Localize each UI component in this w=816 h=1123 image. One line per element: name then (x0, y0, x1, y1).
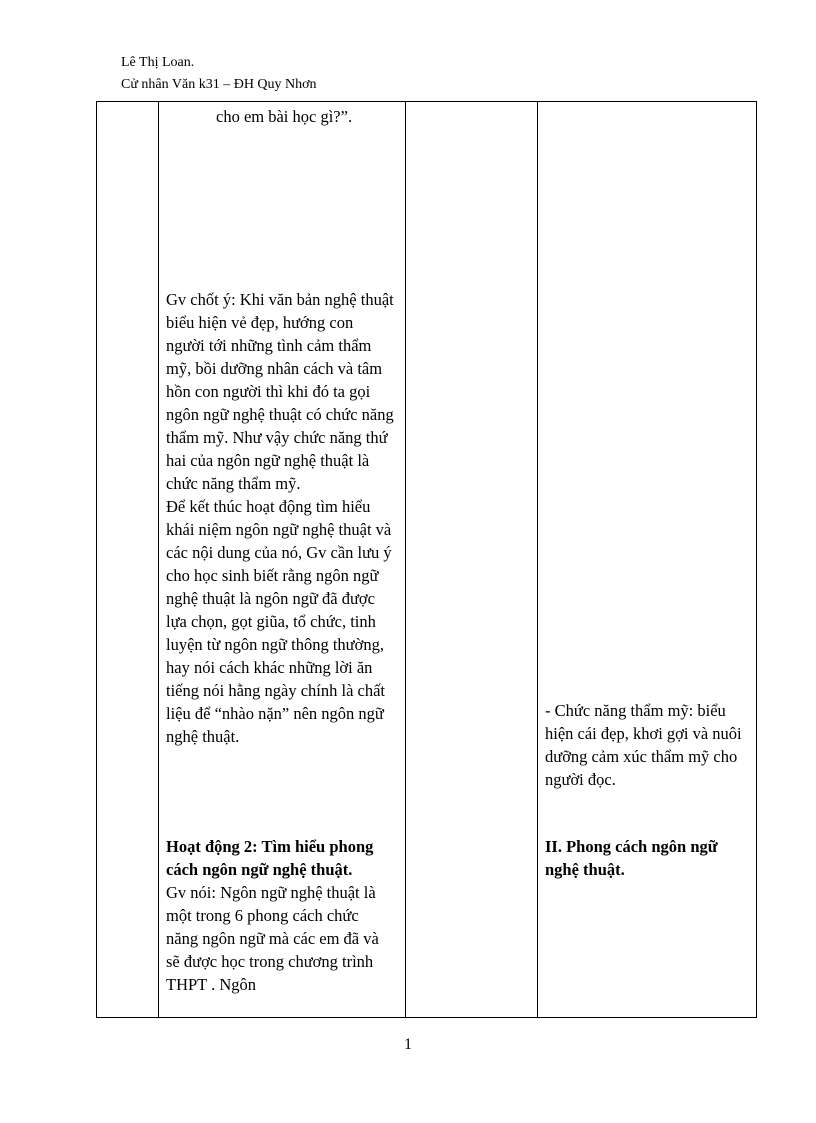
col-empty-3 (406, 102, 538, 1018)
closing-note: Để kết thúc hoạt động tìm hiểu khái niệm ngôn ngữ nghệ thuật và các nội dung của nó, Gv cần lưu ý cho học sinh biết rằng ngôn ngữ nghệ thuật là ngôn ngữ đã được lựa chọn, gọt giũa, tổ chức, tinh luyện từ ngôn ngữ thông thường, hay nói cách khác những lời ăn tiếng nói hằng ngày chính là chất liệu để “nhào nặn” nên ngôn ngữ nghệ thuật. (166, 497, 392, 746)
col-empty-1 (97, 102, 159, 1018)
question-line: cho em bài học gì?”. (216, 107, 353, 126)
col-content (538, 102, 757, 1018)
teacher-conclusion: Gv chốt ý: Khi văn bản nghệ thuật biểu hiện vẻ đẹp, hướng con người tới những tình cảm thẩm mỹ, bồi dưỡng nhân cách và tâm hồn con người thì khi đó ta gọi ngôn ngữ nghệ thuật có chức năng thẩm mỹ. Như vậy chức năng thứ hai của ngôn ngữ nghệ thuật là chức năng thẩm mỹ. (166, 290, 394, 493)
table-row (97, 102, 757, 1018)
activity2-text: Gv nói: Ngôn ngữ nghệ thuật là một trong 6 phong cách chức năng ngôn ngữ mà các em đã và sẽ được học trong chương trình THPT . Ngôn (166, 883, 379, 994)
page-number: 1 (404, 1036, 412, 1053)
section2-title: II. Phong cách ngôn ngữ nghệ thuật. (545, 837, 718, 879)
teacher-content (166, 288, 394, 748)
activity-2 (166, 835, 394, 996)
col-teacher-activity (159, 102, 406, 1018)
aesthetic-function: - Chức năng thẩm mỹ: biểu hiện cái đẹp, khơi gợi và nuôi dưỡng cảm xúc thẩm mỹ cho người đọc. (545, 701, 742, 789)
page-header (121, 52, 317, 96)
lesson-plan-table (96, 101, 757, 1018)
author-affiliation: Cử nhân Văn k31 – ĐH Quy Nhơn (121, 77, 317, 92)
author-name: Lê Thị Loan. (121, 55, 195, 70)
activity2-title: Hoạt động 2: Tìm hiểu phong cách ngôn ngữ nghệ thuật. (166, 837, 374, 879)
